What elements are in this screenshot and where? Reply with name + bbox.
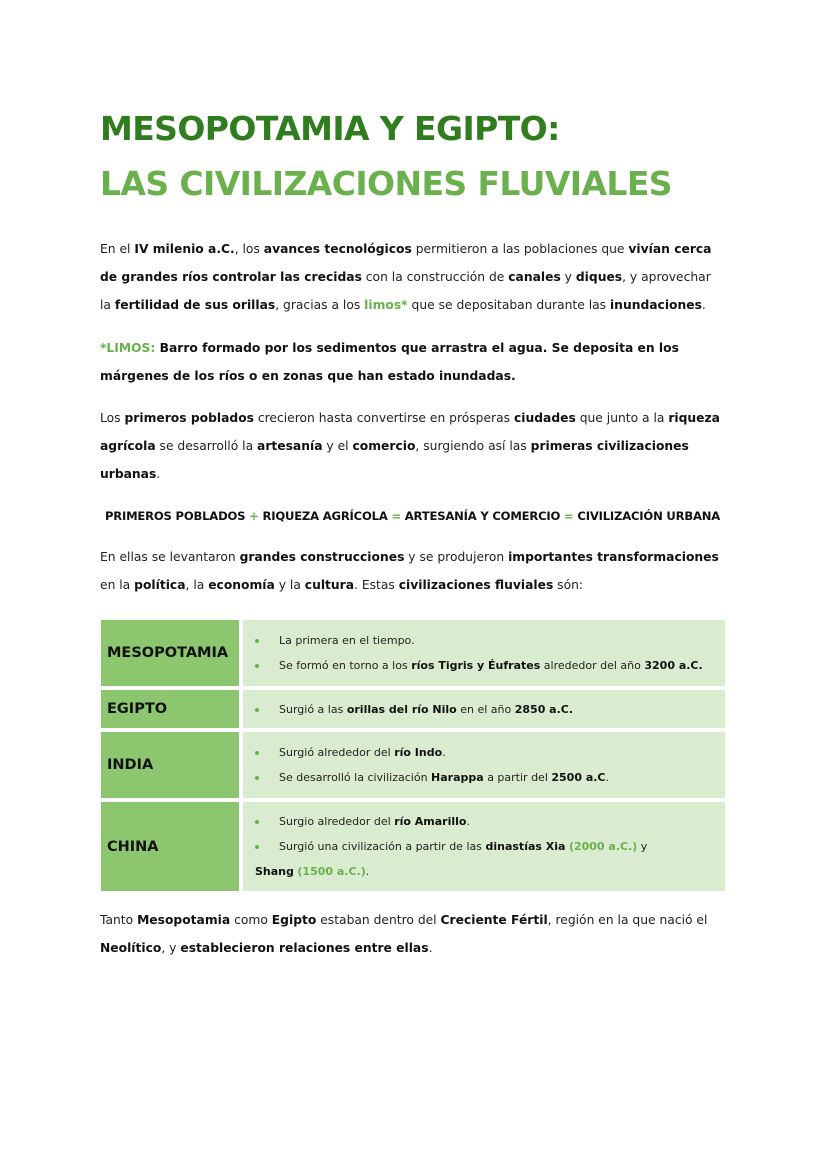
list-item: Surgio alrededor del río Amarillo.: [255, 809, 725, 834]
table-row-mesopotamia: [101, 620, 725, 686]
note-label: *LIMOS:: [100, 341, 156, 355]
bullet-icon: [255, 845, 259, 849]
bold-text: primeros poblados: [124, 411, 254, 425]
bold-text: artesanía: [257, 439, 323, 453]
bold-text: establecieron relaciones entre ellas: [180, 941, 429, 955]
civilizations-table: [101, 620, 725, 895]
bold-text: canales: [508, 270, 561, 284]
bold-text: vivían cerca de grandes ríos controlar las crecidas: [100, 242, 712, 284]
civilization-name: CHINA: [101, 802, 239, 891]
cities-paragraph: Los primeros poblados crecieron hasta convertirse en prósperas ciudades que junto a la riqueza agrícola se desarrolló la artesanía y el comercio, surgiendo así las primeras civilizaciones urbanas.: [100, 411, 720, 481]
conclusion-paragraph: Tanto Mesopotamia como Egipto estaban dentro del Creciente Fértil, región en la que nació el Neolítico, y establecieron relaciones entre ellas.: [100, 913, 708, 955]
limos-note: [100, 334, 725, 390]
bullet-icon: [255, 776, 259, 780]
civilization-description: [243, 690, 725, 728]
bullet-icon: [255, 664, 259, 668]
limos-highlight: limos*: [364, 298, 408, 312]
bold-text: cultura: [304, 578, 355, 592]
bold-text: Creciente Fértil: [440, 913, 548, 927]
bold-text: avances tecnológicos: [263, 242, 412, 256]
bold-text: primeras civilizaciones urbanas: [100, 439, 689, 481]
bold-text: grandes construcciones: [239, 550, 405, 564]
list-item: Se formó en torno a los ríos Tigris y Éufrates alrededor del año 3200 a.C.: [255, 653, 725, 678]
table-row-egipto: [101, 690, 725, 728]
bold-text: política: [134, 578, 186, 592]
civilization-description: [243, 802, 725, 891]
note-text: Barro formado por los sedimentos que arrastra el agua. Se deposita en los márgenes de los ríos o en zonas que han estado inundadas.: [100, 341, 679, 383]
bold-text: ciudades: [513, 411, 576, 425]
civilization-description: [243, 620, 725, 686]
bold-text: IV milenio a.C.: [134, 242, 235, 256]
civilization-name: EGIPTO: [101, 690, 239, 728]
bullet-icon: [255, 639, 259, 643]
bold-text: importantes transformaciones: [508, 550, 719, 564]
bold-text: inundaciones: [609, 298, 702, 312]
list-item: Surgió una civilización a partir de las dinastías Xia (2000 a.C.) y: [255, 834, 725, 859]
bullet-icon: [255, 820, 259, 824]
date-highlight: (2000 a.C.): [568, 840, 638, 853]
civilization-name: INDIA: [101, 732, 239, 798]
list-item: Surgió a las orillas del río Nilo en el año 2850 a.C.: [255, 697, 725, 722]
intro-paragraph: En el IV milenio a.C., los avances tecnológicos permitieron a las poblaciones que vivían cerca de grandes ríos controlar las crecidas con la construcción de canales y diques, y aprovechar la fertilidad de sus orillas, gracias a los limos* que se depositaban durante las inundaciones.: [100, 242, 712, 312]
page-title-line-1: MESOPOTAMIA Y EGIPTO:: [100, 109, 560, 148]
civilization-description: [243, 732, 725, 798]
equals-sign: =: [564, 509, 574, 523]
equals-sign: =: [391, 509, 401, 523]
bullet-icon: [255, 708, 259, 712]
bold-text: Mesopotamia: [137, 913, 231, 927]
page-title-line-2: LAS CIVILIZACIONES FLUVIALES: [100, 164, 672, 203]
list-item-continuation: Shang (1500 a.C.).: [255, 865, 370, 878]
bold-text: diques: [575, 270, 623, 284]
bold-text: riqueza agrícola: [100, 411, 720, 453]
bold-text: Egipto: [271, 913, 317, 927]
list-item: Surgió alrededor del río Indo.: [255, 740, 725, 765]
bullet-icon: [255, 751, 259, 755]
civilization-name: MESOPOTAMIA: [101, 620, 239, 686]
bold-text: economía: [208, 578, 275, 592]
bold-text: civilizaciones fluviales: [398, 578, 554, 592]
civilization-formula: PRIMEROS POBLADOS + RIQUEZA AGRÍCOLA = ARTESANÍA Y COMERCIO = CIVILIZACIÓN URBANA: [104, 509, 721, 523]
list-item: La primera en el tiempo.: [255, 628, 725, 653]
bold-text: comercio: [352, 439, 416, 453]
table-row-china: [101, 802, 725, 891]
date-highlight: (1500 a.C.): [297, 865, 366, 878]
list-item: Se desarrolló la civilización Harappa a partir del 2500 a.C.: [255, 765, 725, 790]
bold-text: Neolítico: [100, 941, 162, 955]
bold-text: fertilidad de sus orillas: [114, 298, 276, 312]
transformations-paragraph: En ellas se levantaron grandes construcciones y se produjeron importantes transformaciones en la política, la economía y la cultura. Estas civilizaciones fluviales són:: [100, 550, 719, 592]
table-row-india: [101, 732, 725, 798]
plus-sign: +: [249, 509, 259, 523]
